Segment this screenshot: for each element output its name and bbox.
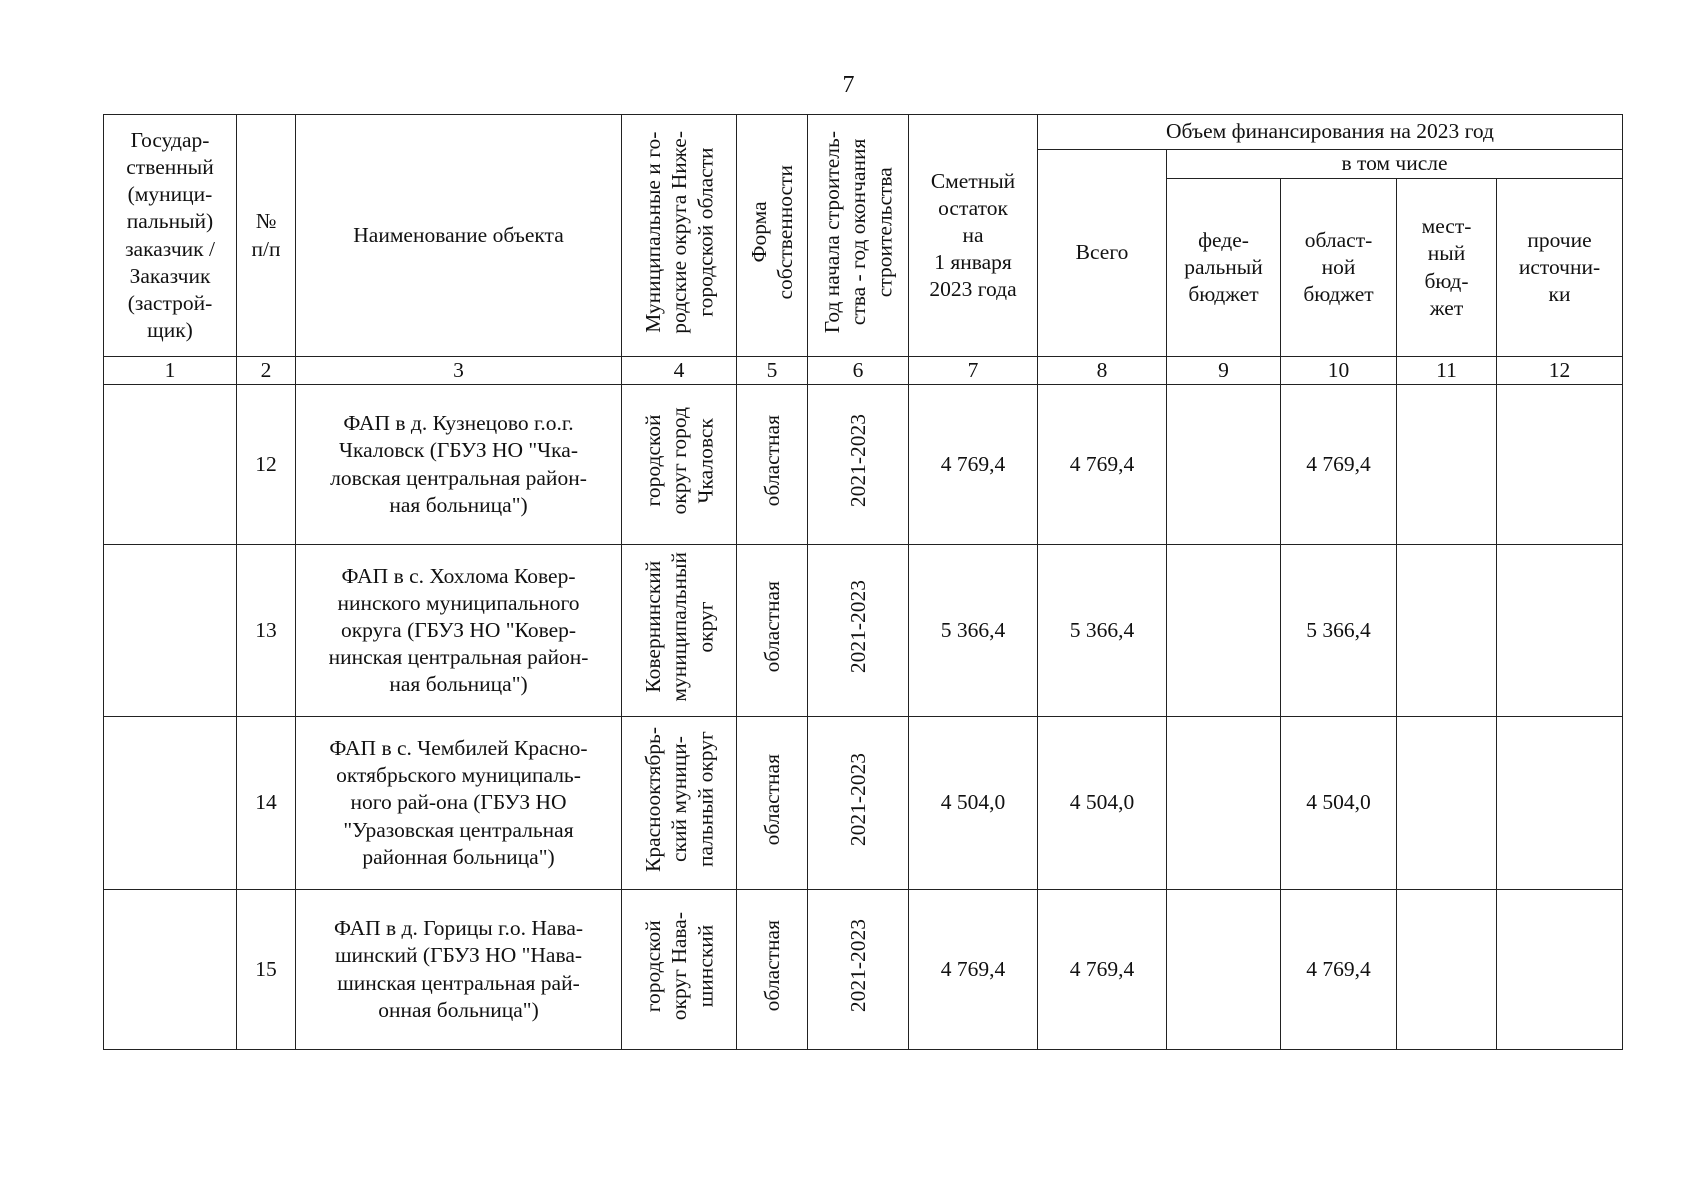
cell-local <box>1397 890 1497 1050</box>
cell-local <box>1397 717 1497 890</box>
cell-ownership: областная <box>737 545 808 717</box>
column-number: 1 <box>104 357 237 385</box>
column-number: 7 <box>909 357 1038 385</box>
cell-object-name: ФАП в с. Чембилей Красно- октябрьского муниципаль- ного рай-она (ГБУЗ НО "Уразовская центральная районная больница") <box>296 717 622 890</box>
table-row <box>104 717 1623 890</box>
cell-local <box>1397 385 1497 545</box>
column-number: 9 <box>1167 357 1281 385</box>
cell-estimate: 4 504,0 <box>909 717 1038 890</box>
cell-municipality: городской округ Нава- шинский <box>622 890 737 1050</box>
column-number-row <box>104 357 1623 385</box>
financing-table <box>103 114 1623 1050</box>
cell-other <box>1497 890 1623 1050</box>
header-ownership: Форма собственности <box>737 115 808 357</box>
cell-other <box>1497 717 1623 890</box>
column-number: 8 <box>1038 357 1167 385</box>
header-total: Всего <box>1038 150 1167 357</box>
cell-total: 4 769,4 <box>1038 385 1167 545</box>
cell-customer <box>104 717 237 890</box>
column-number: 3 <box>296 357 622 385</box>
table-row <box>104 385 1623 545</box>
header-local: мест- ный бюд- жет <box>1397 179 1497 357</box>
cell-municipality: Ковернинский муниципальный округ <box>622 545 737 717</box>
cell-customer <box>104 545 237 717</box>
cell-municipality: Краснооктябрь- ский муници- пальный округ <box>622 717 737 890</box>
cell-federal <box>1167 890 1281 1050</box>
cell-local <box>1397 545 1497 717</box>
header-regional: област- ной бюджет <box>1281 179 1397 357</box>
cell-customer <box>104 385 237 545</box>
cell-total: 4 769,4 <box>1038 890 1167 1050</box>
cell-estimate: 4 769,4 <box>909 890 1038 1050</box>
cell-customer <box>104 890 237 1050</box>
header-row-1 <box>104 115 1623 150</box>
header-federal: феде- ральный бюджет <box>1167 179 1281 357</box>
column-number: 5 <box>737 357 808 385</box>
cell-regional: 5 366,4 <box>1281 545 1397 717</box>
column-number: 4 <box>622 357 737 385</box>
column-number: 2 <box>237 357 296 385</box>
column-number: 10 <box>1281 357 1397 385</box>
cell-num: 13 <box>237 545 296 717</box>
header-object-name: Наименование объекта <box>296 115 622 357</box>
header-estimate: Сметный остаток на 1 января 2023 года <box>909 115 1038 357</box>
cell-num: 14 <box>237 717 296 890</box>
cell-total: 4 504,0 <box>1038 717 1167 890</box>
cell-object-name: ФАП в д. Кузнецово г.о.г. Чкаловск (ГБУЗ НО "Чка- ловская центральная район- ная больница") <box>296 385 622 545</box>
page-number: 7 <box>842 72 855 98</box>
cell-other <box>1497 545 1623 717</box>
cell-years: 2021-2023 <box>808 717 909 890</box>
cell-object-name: ФАП в д. Горицы г.о. Нава- шинский (ГБУЗ НО "Нава- шинская центральная рай- онная больница") <box>296 890 622 1050</box>
table-row <box>104 545 1623 717</box>
header-other: прочие источни- ки <box>1497 179 1623 357</box>
cell-years: 2021-2023 <box>808 385 909 545</box>
column-number: 12 <box>1497 357 1623 385</box>
header-including: в том числе <box>1167 150 1623 179</box>
cell-total: 5 366,4 <box>1038 545 1167 717</box>
header-municipality: Муниципальные и го- родские округа Ниже- городской области <box>622 115 737 357</box>
table-row <box>104 890 1623 1050</box>
cell-estimate: 5 366,4 <box>909 545 1038 717</box>
header-funding-group: Объем финансирования на 2023 год <box>1038 115 1623 150</box>
cell-years: 2021-2023 <box>808 545 909 717</box>
cell-ownership: областная <box>737 890 808 1050</box>
cell-estimate: 4 769,4 <box>909 385 1038 545</box>
header-num: № п/п <box>237 115 296 357</box>
cell-ownership: областная <box>737 385 808 545</box>
header-years: Год начала строитель- ства - год окончания строительства <box>808 115 909 357</box>
cell-regional: 4 504,0 <box>1281 717 1397 890</box>
cell-num: 12 <box>237 385 296 545</box>
cell-years: 2021-2023 <box>808 890 909 1050</box>
cell-federal <box>1167 385 1281 545</box>
cell-federal <box>1167 545 1281 717</box>
cell-federal <box>1167 717 1281 890</box>
cell-municipality: городской округ город Чкаловск <box>622 385 737 545</box>
cell-regional: 4 769,4 <box>1281 890 1397 1050</box>
cell-ownership: областная <box>737 717 808 890</box>
column-number: 11 <box>1397 357 1497 385</box>
header-customer: Государ- ственный (муници- пальный) заказчик / Заказчик (застрой- щик) <box>104 115 237 357</box>
cell-object-name: ФАП в с. Хохлома Ковер- нинского муниципального округа (ГБУЗ НО "Ковер- нинская центральная район- ная больница") <box>296 545 622 717</box>
cell-num: 15 <box>237 890 296 1050</box>
column-number: 6 <box>808 357 909 385</box>
cell-regional: 4 769,4 <box>1281 385 1397 545</box>
cell-other <box>1497 385 1623 545</box>
